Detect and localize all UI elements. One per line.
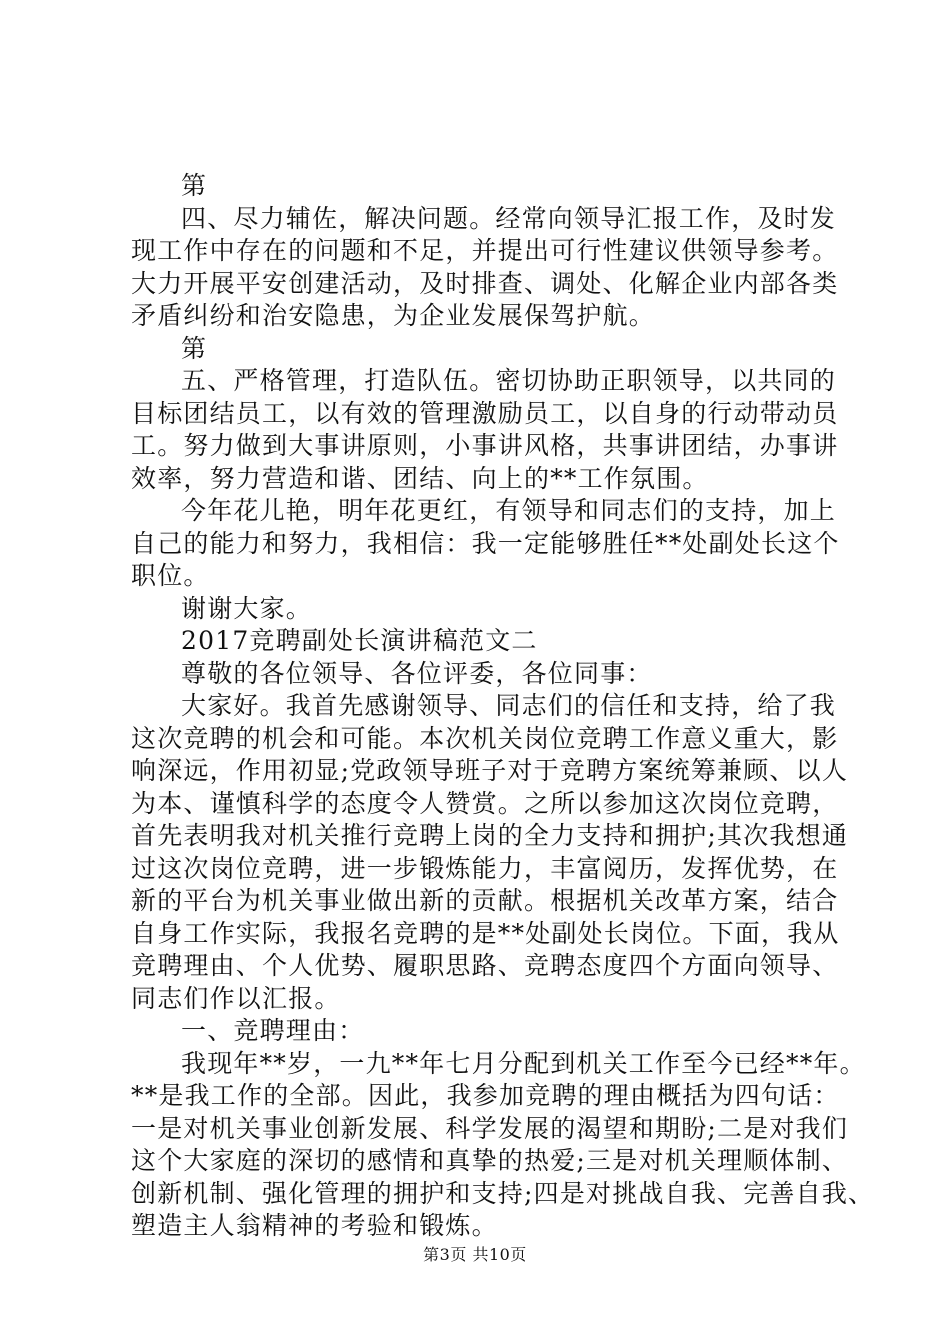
paragraph-line: 这个大家庭的深切的感情和真挚的热爱;三是对机关理顺体制、 — [131, 1146, 849, 1175]
paragraph-first-line: 四、尽力辅佐，解决问题。经常向领导汇报工作，及时发 — [181, 203, 837, 233]
paragraph-line: 塑造主人翁精神的考验和锻炼。 — [131, 1211, 498, 1240]
paragraph-line: 一是对机关事业创新发展、科学发展的渴望和期盼;二是对我们 — [131, 1113, 849, 1143]
paragraph-first-line: 一、竞聘理由： — [181, 1016, 365, 1045]
paragraph-first-line: 大家好。我首先感谢领导、同志们的信任和支持，给了我 — [181, 691, 837, 720]
paragraph-line: 这次竞聘的机会和可能。本次机关岗位竞聘工作意义重大，影 — [131, 723, 839, 753]
paragraph-line: 现工作中存在的问题和不足，并提出可行性建议供领导参考。 — [131, 236, 839, 265]
paragraph-first-line: 第 — [181, 171, 208, 200]
paragraph-first-line: 2017竞聘副处长演讲稿范文二 — [181, 626, 538, 655]
paragraph-line: 过这次岗位竞聘，进一步锻炼能力，丰富阅历，发挥优势，在 — [131, 853, 839, 883]
document-body — [131, 170, 875, 1243]
paragraph-line: 目标团结员工，以有效的管理激励员工，以自身的行动带动员 — [131, 398, 839, 428]
paragraph-line: 同志们作以汇报。 — [131, 983, 341, 1013]
paragraph-line: 大力开展平安创建活动，及时排查、调处、化解企业内部各类 — [131, 268, 839, 298]
paragraph-line: 新的平台为机关事业做出新的贡献。根据机关改革方案，结合 — [131, 886, 839, 915]
paragraph-line: 职位。 — [131, 561, 210, 590]
paragraph-line: 为本、谨慎科学的态度令人赞赏。之所以参加这次岗位竞聘， — [131, 788, 839, 818]
paragraph-line: 自身工作实际，我报名竞聘的是**处副处长岗位。下面，我从 — [131, 918, 840, 948]
page-footer: 第3页 共10页 — [423, 1245, 527, 1264]
paragraph-first-line: 尊敬的各位领导、各位评委，各位同事： — [181, 658, 653, 688]
paragraph-line: 矛盾纠纷和治安隐患，为企业发展保驾护航。 — [131, 301, 656, 330]
paragraph-line: 自己的能力和努力，我相信：我一定能够胜任**处副处长这个 — [131, 528, 840, 558]
paragraph-line: 首先表明我对机关推行竞聘上岗的全力支持和拥护;其次我想通 — [131, 821, 849, 850]
paragraph-line: 效率，努力营造和谐、团结、向上的**工作氛围。 — [131, 463, 709, 493]
paragraph-first-line: 我现年**岁，一九**年七月分配到机关工作至今已经**年。 — [181, 1048, 866, 1078]
paragraph-line: 工。努力做到大事讲原则，小事讲风格，共事讲团结，办事讲 — [131, 431, 839, 460]
paragraph-first-line: 五、严格管理，打造队伍。密切协助正职领导，以共同的 — [181, 366, 837, 395]
paragraph-line: 创新机制、强化管理的拥护和支持;四是对挑战自我、完善自我、 — [131, 1178, 875, 1208]
paragraph-first-line: 今年花儿艳，明年花更红，有领导和同志们的支持，加上 — [181, 496, 837, 525]
paragraph-first-line: 第 — [181, 333, 208, 363]
paragraph-line: 响深远，作用初显;党政领导班子对于竞聘方案统筹兼顾、以人 — [131, 756, 849, 785]
paragraph-first-line: 谢谢大家。 — [181, 593, 313, 623]
paragraph-line: 竞聘理由、个人优势、履职思路、竞聘态度四个方面向领导、 — [131, 951, 839, 980]
paragraph-line: **是我工作的全部。因此，我参加竞聘的理由概括为四句话： — [131, 1081, 840, 1110]
